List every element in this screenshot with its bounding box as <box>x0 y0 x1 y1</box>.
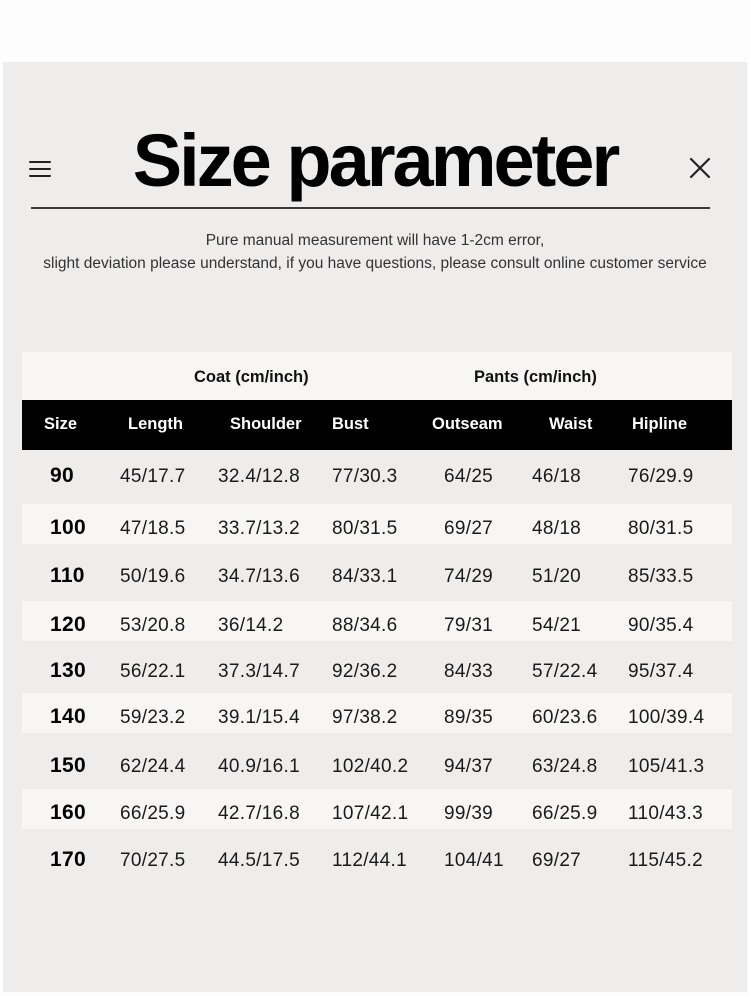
table-cell: 34.7/13.6 <box>218 566 300 587</box>
table-cell: 39.1/15.4 <box>218 707 300 728</box>
table-cell: 84/33 <box>444 661 494 682</box>
group-label-coat: Coat (cm/inch) <box>194 368 309 386</box>
table-cell: 57/22.4 <box>532 661 598 682</box>
table-cell: 85/33.5 <box>628 566 694 587</box>
group-label-pants: Pants (cm/inch) <box>474 368 597 386</box>
size-cell: 140 <box>50 705 86 728</box>
table-cell: 76/29.9 <box>628 466 694 487</box>
table-cell: 32.4/12.8 <box>218 466 300 487</box>
table-cell: 115/45.2 <box>628 850 703 871</box>
table-cell: 40.9/16.1 <box>218 756 300 777</box>
table-cell: 112/44.1 <box>332 850 407 871</box>
column-group-row <box>22 352 732 400</box>
table-cell: 37.3/14.7 <box>218 661 300 682</box>
table-cell: 74/29 <box>444 566 494 587</box>
table-cell: 69/27 <box>444 518 494 539</box>
table-body <box>22 450 732 886</box>
size-cell: 150 <box>50 754 86 777</box>
table-cell: 33.7/13.2 <box>218 518 300 539</box>
size-cell: 110 <box>50 564 85 587</box>
table-cell: 110/43.3 <box>628 803 703 824</box>
size-cell: 90 <box>50 464 74 487</box>
close-icon[interactable] <box>686 154 714 182</box>
table-cell: 105/41.3 <box>628 756 705 777</box>
table-cell: 90/35.4 <box>628 615 694 636</box>
column-header-outseam: Outseam <box>432 415 503 433</box>
table-cell: 80/31.5 <box>332 518 398 539</box>
table-cell: 69/27 <box>532 850 582 871</box>
table-header <box>22 400 732 450</box>
note-line-1: Pure manual measurement will have 1-2cm error, <box>205 232 545 249</box>
table-cell: 48/18 <box>532 518 582 539</box>
size-cell: 120 <box>50 613 86 636</box>
table-cell: 62/24.4 <box>120 756 186 777</box>
table-cell: 92/36.2 <box>332 661 398 682</box>
column-header-hipline: Hipline <box>632 415 688 433</box>
title-divider <box>31 207 710 209</box>
column-header-waist: Waist <box>549 415 593 433</box>
table-cell: 63/24.8 <box>532 756 598 777</box>
table-cell: 66/25.9 <box>532 803 598 824</box>
table-cell: 46/18 <box>532 466 582 487</box>
table-cell: 64/25 <box>444 466 494 487</box>
note-line-2: slight deviation please understand, if you have questions, please consult online customer service <box>43 255 707 272</box>
table-cell: 70/27.5 <box>120 850 186 871</box>
table-cell: 95/37.4 <box>628 661 694 682</box>
table-cell: 102/40.2 <box>332 756 409 777</box>
table-cell: 54/21 <box>532 615 582 636</box>
table-cell: 89/35 <box>444 707 494 728</box>
table-cell: 99/39 <box>444 803 494 824</box>
size-cell: 170 <box>50 848 86 871</box>
column-header-shoulder: Shoulder <box>230 415 302 433</box>
table-cell: 100/39.4 <box>628 707 705 728</box>
table-cell: 51/20 <box>532 566 582 587</box>
table-cell: 47/18.5 <box>120 518 186 539</box>
table-cell: 66/25.9 <box>120 803 186 824</box>
table-cell: 84/33.1 <box>332 566 398 587</box>
table-cell: 80/31.5 <box>628 518 694 539</box>
size-cell: 130 <box>50 659 86 682</box>
column-header-size: Size <box>44 415 78 433</box>
table-cell: 42.7/16.8 <box>218 803 300 824</box>
column-header-bust: Bust <box>332 415 369 433</box>
column-header-length: Length <box>128 415 183 433</box>
table-cell: 59/23.2 <box>120 707 186 728</box>
table-cell: 53/20.8 <box>120 615 186 636</box>
size-cell: 160 <box>50 801 86 824</box>
table-cell: 50/19.6 <box>120 566 186 587</box>
size-table <box>22 352 732 886</box>
table-cell: 36/14.2 <box>218 615 284 636</box>
table-cell: 88/34.6 <box>332 615 398 636</box>
table-cell: 60/23.6 <box>532 707 598 728</box>
table-cell: 79/31 <box>444 615 494 636</box>
table-cell: 94/37 <box>444 756 494 777</box>
page-title: Size parameter <box>132 119 618 202</box>
table-cell: 107/42.1 <box>332 803 409 824</box>
table-cell: 44.5/17.5 <box>218 850 300 871</box>
table-cell: 77/30.3 <box>332 466 398 487</box>
table-cell: 56/22.1 <box>120 661 186 682</box>
table-cell: 45/17.7 <box>120 466 186 487</box>
size-cell: 100 <box>50 516 86 539</box>
table-cell: 97/38.2 <box>332 707 398 728</box>
table-cell: 104/41 <box>444 850 504 871</box>
